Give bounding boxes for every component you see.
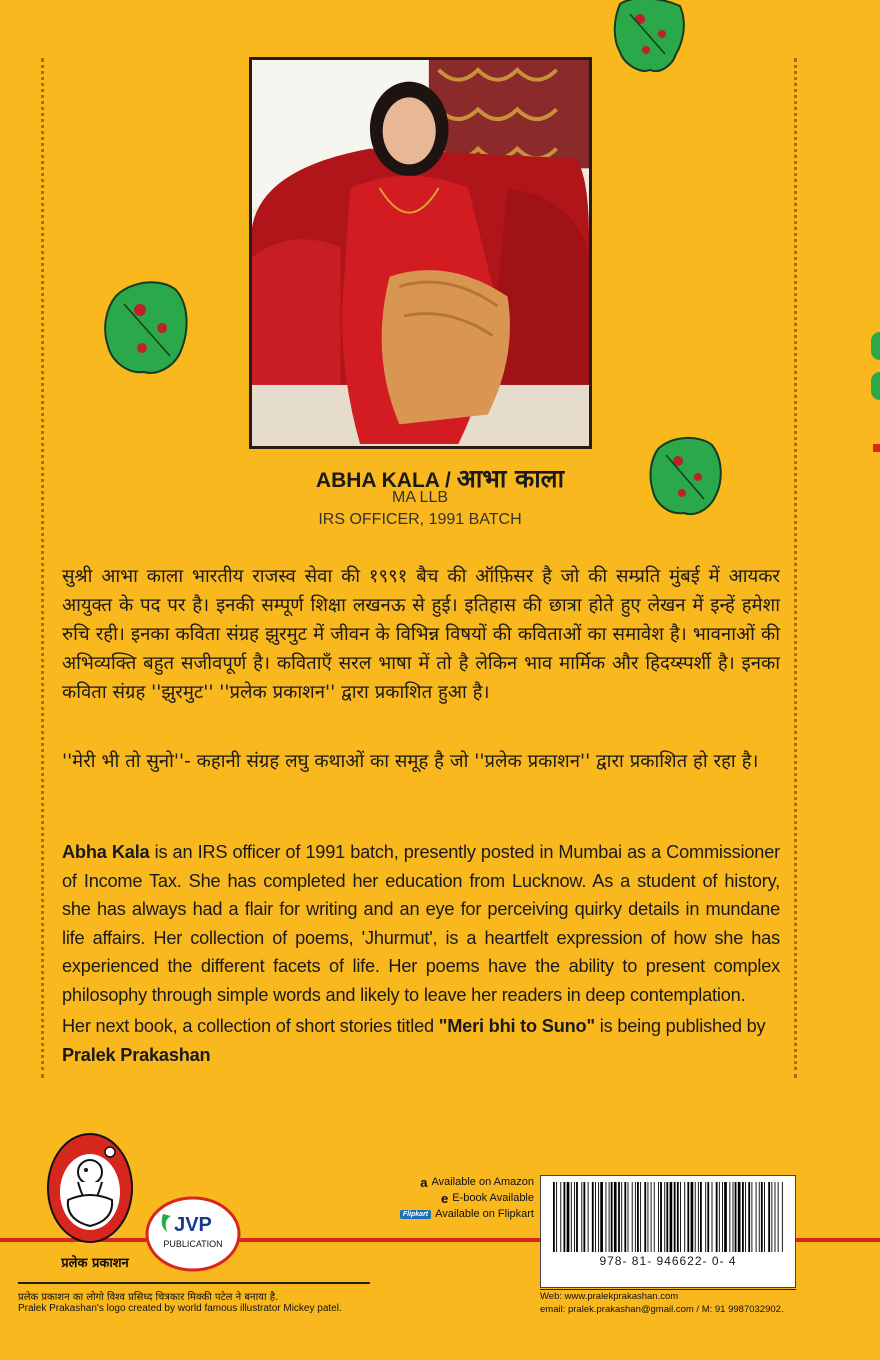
barcode-bar: [624, 1182, 626, 1252]
barcode-bar: [761, 1182, 763, 1252]
barcode-bar: [654, 1182, 655, 1252]
bio-english-para2: Her next book, a collection of short stories titled "Meri bhi to Suno" is being published by Pralek Prakashan: [62, 1016, 766, 1065]
edge-fragment: [871, 372, 880, 400]
barcode-bar: [775, 1182, 776, 1252]
right-dotted-border: [794, 58, 797, 1078]
book-title: "Meri bhi to Suno": [438, 1016, 595, 1036]
barcode-bar: [778, 1182, 779, 1252]
barcode-bar: [768, 1182, 770, 1252]
barcode-bar: [560, 1182, 561, 1252]
barcode-bar: [611, 1182, 613, 1252]
contact-email: email: pralek.prakashan@gmail.com / M: 91 9987032902.: [540, 1304, 784, 1315]
amazon-icon: a: [420, 1174, 428, 1190]
barcode-bar: [553, 1182, 555, 1252]
barcode-bar: [680, 1182, 681, 1252]
barcode-bar: [618, 1182, 620, 1252]
barcode-bar: [628, 1182, 629, 1252]
barcode-bar: [583, 1182, 585, 1252]
barcode-bar: [742, 1182, 744, 1252]
barcode-bar: [756, 1182, 757, 1252]
barcode-bar: [691, 1182, 694, 1252]
barcode-bar: [759, 1182, 760, 1252]
barcode-bar: [592, 1182, 594, 1252]
barcode-bar: [748, 1182, 750, 1252]
barcode-bar: [564, 1182, 566, 1252]
barcode-bar: [695, 1182, 696, 1252]
barcode-bar: [700, 1182, 702, 1252]
barcode-bar: [745, 1182, 746, 1252]
availability-ebook: e E-book Available: [441, 1190, 534, 1206]
barcode-bar: [677, 1182, 679, 1252]
edge-fragment: [871, 332, 880, 360]
barcode-bar: [698, 1182, 699, 1252]
barcode-bar: [614, 1182, 617, 1252]
isbn-number: 978- 81- 946622- 0- 4: [599, 1254, 737, 1268]
barcode-bar: [556, 1182, 557, 1252]
footer-divider: [18, 1282, 370, 1284]
footer-divider: [540, 1289, 796, 1290]
barcode-bar: [738, 1182, 741, 1252]
barcode-bar: [771, 1182, 772, 1252]
barcode-bar: [674, 1182, 676, 1252]
edge-fragment: [873, 444, 880, 452]
author-name: ABHA KALA / आभा काला: [315, 464, 565, 493]
pralek-label: प्रलेक प्रकाशन: [61, 1256, 129, 1271]
barcode-bar: [574, 1182, 575, 1252]
barcode-bar: [664, 1182, 665, 1252]
barcode-bar: [724, 1182, 727, 1252]
barcode-bar: [576, 1182, 578, 1252]
barcode-bar: [640, 1182, 641, 1252]
barcode-bar: [606, 1182, 607, 1252]
logo-credit-hindi: प्रलेक प्रकाशन का लोगो विश्व प्रसिध्द चित्रकार मिक्की पटेल ने बनाया है.: [18, 1292, 279, 1303]
availability-list: [380, 1174, 534, 1222]
barcode-bar: [735, 1182, 737, 1252]
barcode-bar: [684, 1182, 685, 1252]
jvp-logo: [145, 1196, 241, 1272]
barcode-bar: [729, 1182, 730, 1252]
barcode-bar: [712, 1182, 713, 1252]
bio-hindi-para1: सुश्री आभा काला भारतीय राजस्व सेवा की १९९१ बैच की ऑफ़िसर है जो की सम्प्रति मुंबई में आयकर आयुक्त के पद पर है। इनकी सम्पूर्ण शिक्षा लखनऊ से हुई। इतिहास की छात्रा होते हुए लेखन में इन्हें हमेशा रुचि रही। इनका कविता संग्रह झुरमुट में जीवन के विभिन्न विषयों की कविताओं का समावेश है। भावनाओं की अभिव्यक्ति बहुत सजीवपूर्ण है। कविताएँ सरल भाषा में तो है लेकिन भाव मार्मिक और हिदय्स्पर्शी है। इनका कविता संग्रह ''झुरमुट'' ''प्रलेक प्रकाशन'' द्वारा प्रकाशित हुआ है।: [62, 566, 780, 703]
author-degree: MA LLB: [391, 489, 449, 506]
barcode-bar: [567, 1182, 570, 1252]
left-dotted-border: [41, 58, 44, 1078]
barcode-bar: [707, 1182, 709, 1252]
bio-english-para1: Abha Kala is an IRS officer of 1991 batch, presently posted in Mumbai as a Commissioner of Income Tax. She has completed her education from Lucknow. As a student of history, she has always had a flair for writing and an eye for perceiving quirky details in mundane life affairs. Her collection of poems, 'Jhurmut', is a heartfelt expression of how she has experienced the different facets of life. Her poems have the ability to present complex philosophy through simple words and likely to leave her readers in deep contemplation.: [62, 842, 780, 1005]
author-position: IRS OFFICER, 1991 BATCH: [318, 511, 522, 528]
pralek-logo-icon: [40, 1130, 140, 1245]
author-name-inline: Abha Kala: [62, 842, 150, 862]
jvp-text: JVP: [174, 1214, 212, 1236]
barcode-bar: [705, 1182, 706, 1252]
availability-flipkart: Flipkart Available on Flipkart: [380, 1206, 534, 1222]
leaf-icon: [610, 0, 690, 76]
publisher-name: Pralek Prakashan: [62, 1044, 211, 1065]
barcode-bar: [644, 1182, 646, 1252]
barcode-bar: [621, 1182, 622, 1252]
barcode-bar: [600, 1182, 603, 1252]
barcode-bar: [658, 1182, 659, 1252]
availability-amazon: a Available on Amazon: [420, 1174, 534, 1190]
barcode-bar: [660, 1182, 662, 1252]
barcode-bar: [719, 1182, 720, 1252]
barcode-bar: [648, 1182, 649, 1252]
barcode-bar: [609, 1182, 610, 1252]
barcode-bar: [666, 1182, 668, 1252]
barcode-bar: [651, 1182, 652, 1252]
flipkart-icon: Flipkart: [400, 1210, 431, 1219]
author-photo: [249, 57, 592, 449]
isbn-barcode: [540, 1175, 796, 1288]
barcode-bar: [598, 1182, 599, 1252]
website: Web: www.pralekprakashan.com: [540, 1291, 679, 1302]
jvp-sub: PUBLICATION: [163, 1239, 223, 1249]
logo-credit-english: Pralek Prakashan's logo created by world famous illustrator Mickey patel.: [18, 1303, 342, 1314]
barcode-bar: [571, 1182, 572, 1252]
barcode-bar: [716, 1182, 718, 1252]
barcode-icon: [551, 1182, 787, 1252]
barcode-bar: [581, 1182, 582, 1252]
ebook-icon: e: [441, 1190, 449, 1206]
barcode-bar: [764, 1182, 765, 1252]
leaf-icon: [102, 276, 194, 378]
barcode-bar: [687, 1182, 689, 1252]
barcode-bar: [733, 1182, 734, 1252]
barcode-bar: [751, 1182, 752, 1252]
barcode-bar: [782, 1182, 783, 1252]
barcode-bar: [632, 1182, 633, 1252]
barcode-bar: [595, 1182, 596, 1252]
barcode-bar: [635, 1182, 636, 1252]
bio-hindi-para2: ''मेरी भी तो सुनो''- कहानी संग्रह लघु कथाओं का समूह है जो ''प्रलेक प्रकाशन'' द्वारा प्रकाशित हो रहा है।: [62, 751, 759, 772]
barcode-bar: [637, 1182, 639, 1252]
barcode-bar: [670, 1182, 673, 1252]
barcode-bar: [722, 1182, 723, 1252]
barcode-bar: [588, 1182, 589, 1252]
